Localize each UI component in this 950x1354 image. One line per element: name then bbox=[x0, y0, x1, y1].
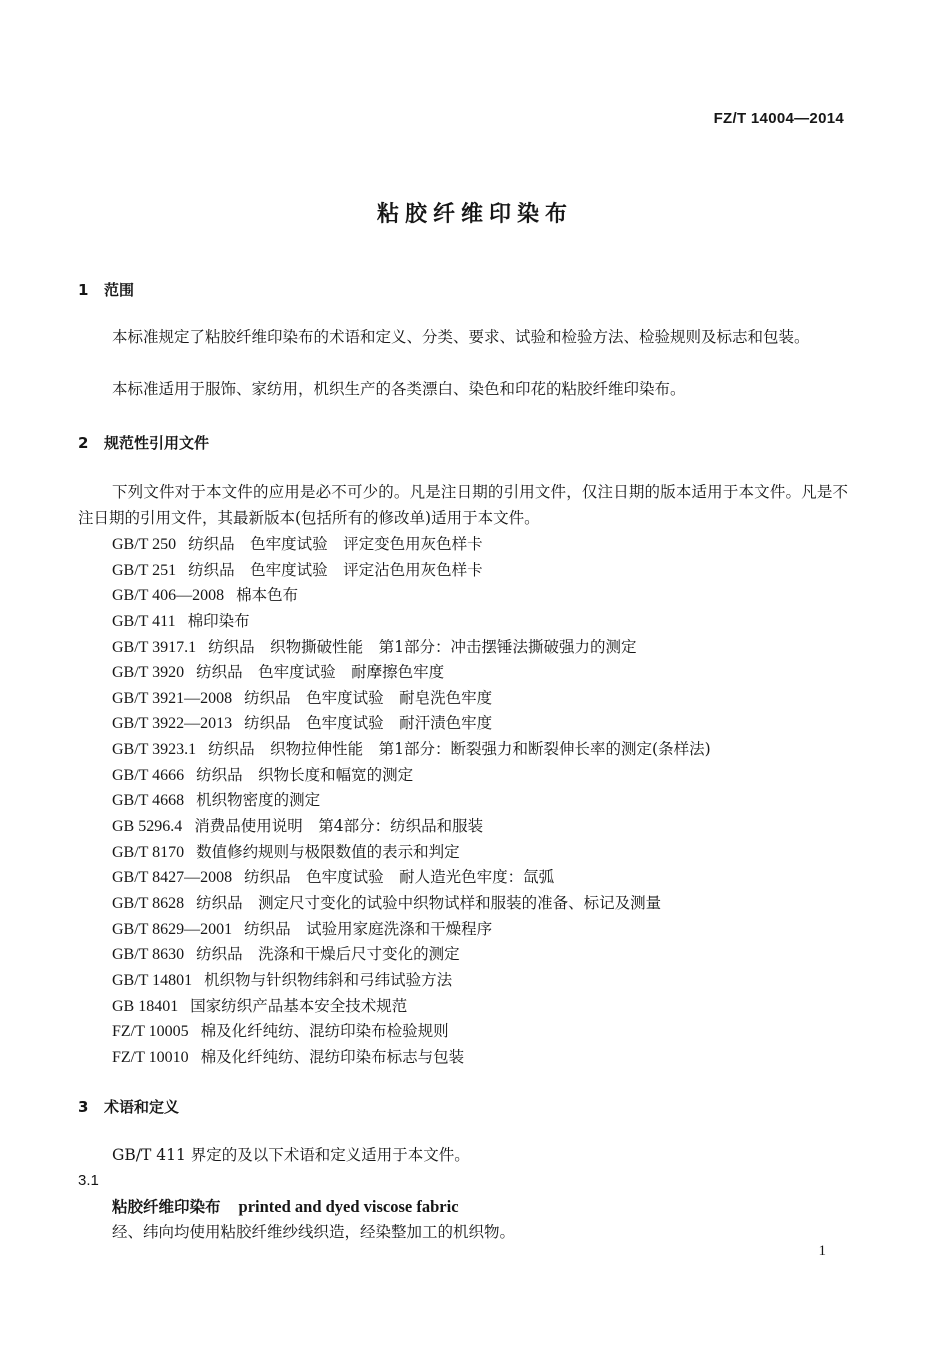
section-2-heading bbox=[78, 432, 209, 453]
reference-title: 棉及化纤纯纺、混纺印染布标志与包装 bbox=[200, 1047, 465, 1066]
reference-item bbox=[112, 942, 711, 968]
reference-item bbox=[112, 840, 711, 866]
reference-title: 纺织品 洗涤和干燥后尺寸变化的测定 bbox=[196, 945, 460, 964]
document-title: 粘胶纤维印染布 bbox=[376, 202, 573, 227]
reference-code: GB 18401 bbox=[112, 997, 179, 1015]
reference-title: 纺织品 试验用家庭洗涤和干燥程序 bbox=[244, 919, 493, 938]
reference-item bbox=[112, 917, 711, 943]
reference-code: GB/T 406—2008 bbox=[112, 587, 225, 605]
reference-item bbox=[112, 686, 711, 712]
reference-code: GB/T 3920 bbox=[112, 664, 185, 682]
section-3-title: 术语和定义 bbox=[104, 1098, 180, 1116]
section-3-heading bbox=[78, 1096, 179, 1117]
reference-title: 国家纺织产品基本安全技术规范 bbox=[190, 996, 408, 1015]
reference-code: GB/T 14801 bbox=[112, 971, 193, 989]
reference-title: 纺织品 色牢度试验 耐摩擦色牢度 bbox=[196, 663, 445, 682]
reference-code: GB/T 411 bbox=[112, 612, 176, 630]
reference-code: FZ/T 10005 bbox=[112, 1023, 189, 1041]
reference-item bbox=[112, 788, 711, 814]
reference-item bbox=[112, 558, 711, 584]
reference-title: 机织物密度的测定 bbox=[196, 791, 321, 810]
reference-title: 纺织品 织物撕破性能 第1部分：冲击摆锤法撕破强力的测定 bbox=[208, 637, 637, 656]
reference-title: 纺织品 色牢度试验 评定沾色用灰色样卡 bbox=[188, 560, 483, 579]
section-1-paragraph-1: 本标准规定了粘胶纤维印染布的术语和定义、分类、要求、试验和检验方法、检验规则及标志和包装。 bbox=[112, 328, 810, 346]
reference-code: GB/T 8427—2008 bbox=[112, 869, 233, 887]
reference-item bbox=[112, 711, 711, 737]
reference-item bbox=[112, 737, 711, 763]
reference-code: GB/T 3922—2013 bbox=[112, 715, 233, 733]
subsection-3-1-number: 3.1 bbox=[78, 1172, 99, 1189]
reference-title: 纺织品 色牢度试验 耐人造光色牢度：氙弧 bbox=[244, 868, 555, 887]
reference-item bbox=[112, 994, 711, 1020]
reference-code: FZ/T 10010 bbox=[112, 1048, 189, 1066]
reference-title: 棉印染布 bbox=[187, 611, 250, 630]
reference-code: GB/T 8630 bbox=[112, 946, 185, 964]
reference-item bbox=[112, 814, 711, 840]
section-3-number: 3 bbox=[78, 1098, 89, 1116]
reference-code: GB/T 3921—2008 bbox=[112, 689, 233, 707]
reference-title: 纺织品 织物拉伸性能 第1部分：断裂强力和断裂伸长率的测定(条样法) bbox=[208, 740, 711, 759]
section-2-title: 规范性引用文件 bbox=[104, 434, 210, 452]
reference-title: 数值修约规则与极限数值的表示和判定 bbox=[196, 842, 460, 861]
reference-title: 消费品使用说明 第4部分：纺织品和服装 bbox=[194, 817, 484, 836]
section-1-paragraph-2: 本标准适用于服饰、家纺用，机织生产的各类漂白、染色和印花的粘胶纤维印染布。 bbox=[112, 380, 686, 398]
standard-number: FZ/T 14004—2014 bbox=[713, 110, 844, 127]
section-1-title: 范围 bbox=[104, 281, 135, 299]
section-2-number: 2 bbox=[78, 434, 89, 452]
section-3-intro: GB/T 411 界定的及以下术语和定义适用于本文件。 bbox=[112, 1146, 470, 1164]
reference-code: GB/T 8170 bbox=[112, 843, 185, 861]
reference-code: GB/T 4668 bbox=[112, 792, 185, 810]
page-number: 1 bbox=[818, 1243, 826, 1259]
reference-title: 棉及化纤纯纺、混纺印染布检验规则 bbox=[200, 1022, 449, 1041]
reference-item bbox=[112, 532, 711, 558]
reference-title: 纺织品 测定尺寸变化的试验中织物试样和服装的准备、标记及测量 bbox=[196, 893, 662, 912]
reference-item bbox=[112, 583, 711, 609]
section-1-heading bbox=[78, 279, 134, 300]
term-english: printed and dyed viscose fabric bbox=[238, 1197, 459, 1216]
reference-title: 棉本色布 bbox=[236, 586, 299, 605]
section-2-intro: 下列文件对于本文件的应用是必不可少的。凡是注日期的引用文件，仅注日期的版本适用于本文件。凡是不注日期的引用文件，其最新版本(包括所有的修改单)适用于本文件。 bbox=[78, 483, 848, 527]
reference-item bbox=[112, 968, 711, 994]
reference-item bbox=[112, 763, 711, 789]
reference-item bbox=[112, 865, 711, 891]
reference-title: 纺织品 色牢度试验 评定变色用灰色样卡 bbox=[188, 535, 483, 553]
term-chinese: 粘胶纤维印染布 bbox=[112, 1198, 221, 1216]
reference-item bbox=[112, 660, 711, 686]
reference-code: GB/T 4666 bbox=[112, 766, 185, 784]
reference-code: GB/T 3923.1 bbox=[112, 741, 197, 759]
reference-code: GB/T 8629—2001 bbox=[112, 920, 233, 938]
reference-title: 纺织品 色牢度试验 耐汗渍色牢度 bbox=[244, 714, 493, 733]
reference-item bbox=[112, 891, 711, 917]
term-entry bbox=[112, 1195, 459, 1217]
term-definition: 经、纬向均使用粘胶纤维纱线织造，经染整加工的机织物。 bbox=[112, 1223, 516, 1241]
reference-code: GB/T 8628 bbox=[112, 894, 185, 912]
reference-title: 纺织品 色牢度试验 耐皂洗色牢度 bbox=[244, 688, 493, 707]
reference-code: GB/T 3917.1 bbox=[112, 638, 197, 656]
reference-code: GB/T 250 bbox=[112, 536, 177, 553]
reference-item bbox=[112, 1019, 711, 1045]
reference-item bbox=[112, 1045, 711, 1071]
reference-code: GB/T 251 bbox=[112, 561, 177, 579]
reference-item bbox=[112, 609, 711, 635]
reference-title: 纺织品 织物长度和幅宽的测定 bbox=[196, 765, 414, 784]
reference-item bbox=[112, 635, 711, 661]
normative-references-list bbox=[112, 532, 711, 1070]
section-1-number: 1 bbox=[78, 281, 89, 299]
reference-title: 机织物与针织物纬斜和弓纬试验方法 bbox=[204, 970, 453, 989]
reference-code: GB 5296.4 bbox=[112, 818, 183, 836]
